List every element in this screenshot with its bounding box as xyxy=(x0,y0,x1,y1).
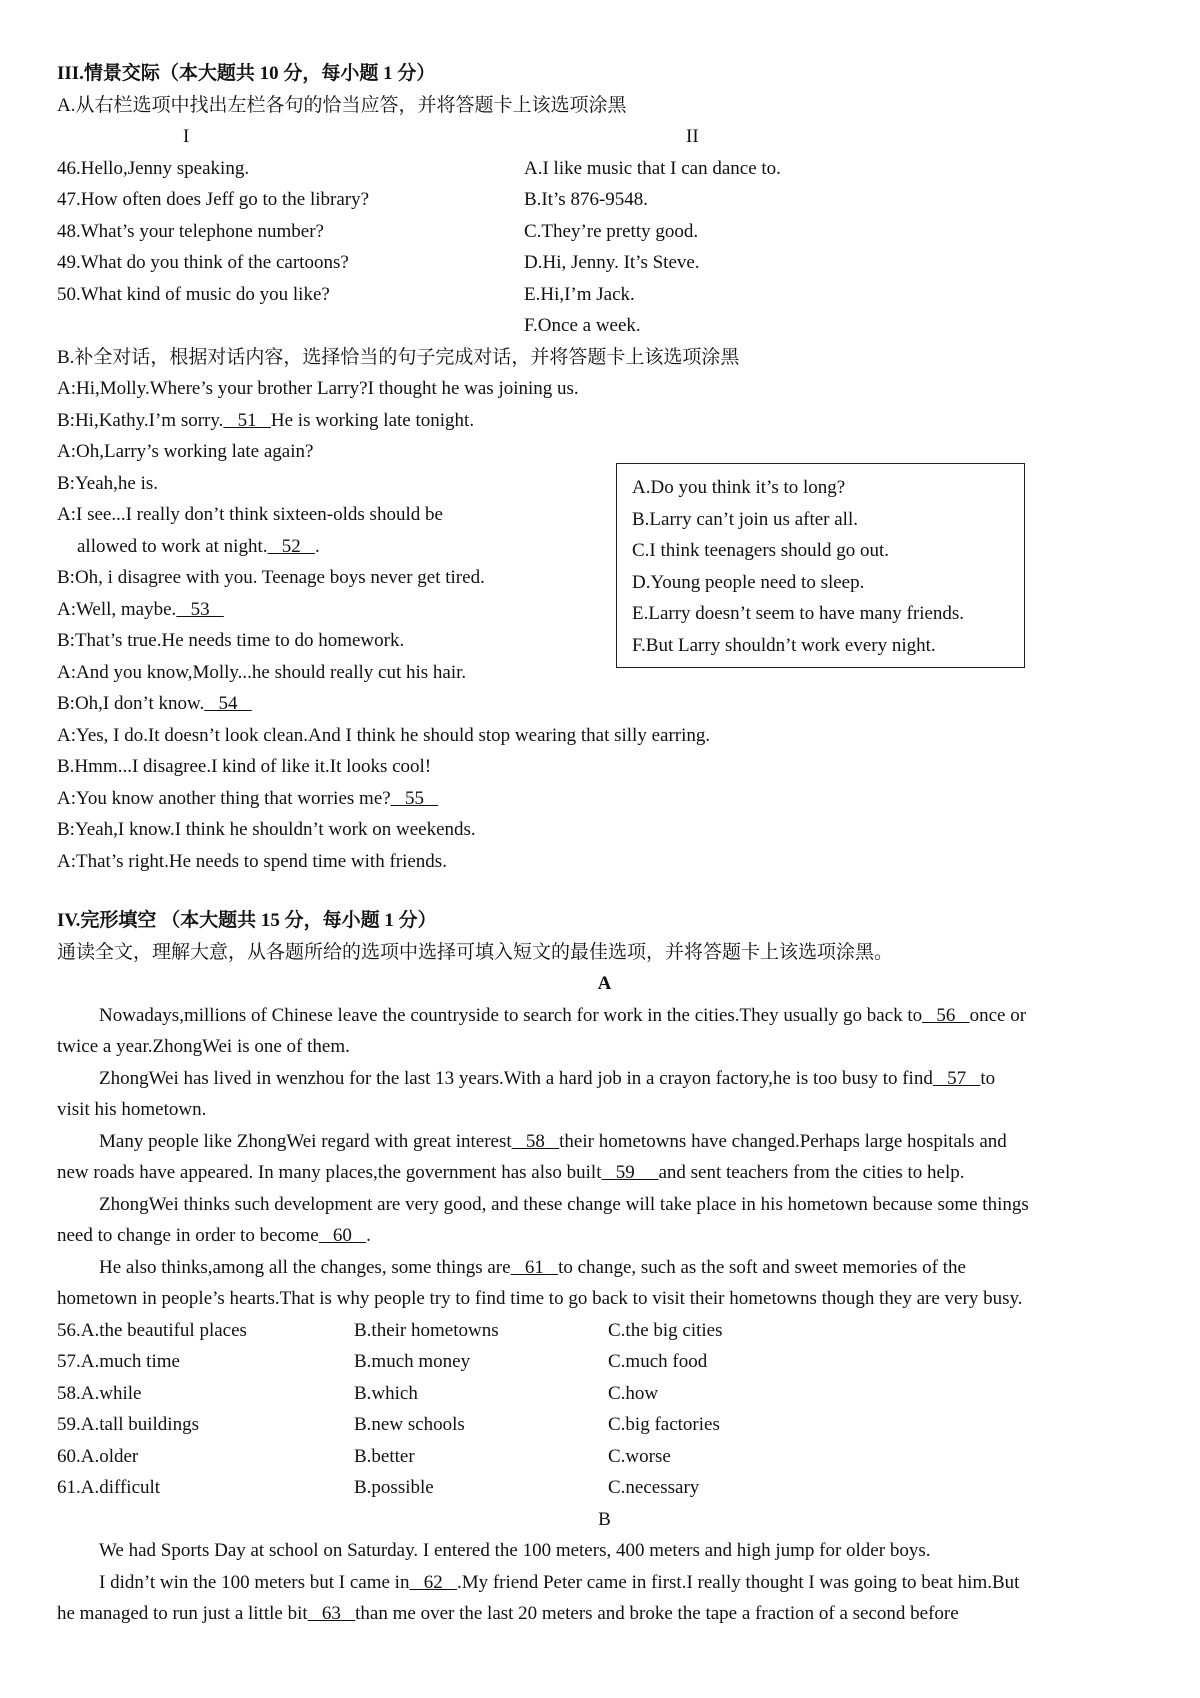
text-run: A:Yes, I do.It doesn’t look clean.And I think he should stop wearing that silly earring. xyxy=(57,724,711,746)
text-run: B:Oh, i disagree with you. Teenage boys never get tired. xyxy=(57,567,485,588)
text-run: hometown in people’s hearts.That is why people try to find time to go back to visit their hometowns though they are very busy. xyxy=(57,1288,1023,1309)
passage-a xyxy=(57,1000,1152,1315)
text-run: A:I see...I really don’t think sixteen-olds should be xyxy=(57,504,443,525)
answer-blank: 58 xyxy=(511,1130,560,1152)
choice-option: C.big factories xyxy=(608,1414,720,1435)
dialog-line xyxy=(57,783,1152,815)
passage-a-paragraph-cont xyxy=(57,1031,1152,1063)
text-run: B:That’s true.He needs time to do homework. xyxy=(57,630,405,651)
text-run: B:Hi,Kathy.I’m sorry. xyxy=(57,409,224,431)
choice-option: C.much food xyxy=(608,1351,708,1372)
dialog-option: A.Do you think it’s to long? xyxy=(632,477,846,498)
text-run: A:Oh,Larry’s working late again? xyxy=(57,441,314,462)
choice-option: 59.A.tall buildings xyxy=(57,1414,199,1435)
passage-a-choices xyxy=(57,1315,1152,1504)
exam-page xyxy=(57,58,1152,1630)
choice-option: B.much money xyxy=(354,1351,471,1372)
dialog-line xyxy=(57,814,1152,846)
text-run: to xyxy=(980,1067,996,1089)
answer-blank: 57 xyxy=(932,1067,981,1089)
text-run: B.Hmm...I disagree.I kind of like it.It looks cool! xyxy=(57,756,432,777)
text-run: . xyxy=(366,1225,371,1246)
text-run: B:Yeah,I know.I think he shouldn’t work on weekends. xyxy=(57,819,476,840)
choice-option: C.necessary xyxy=(608,1477,700,1498)
text-run: B:Yeah,he is. xyxy=(57,472,158,494)
text-run: A:Well, maybe. xyxy=(57,598,177,620)
matching-answer: B.It’s 876-9548. xyxy=(524,189,649,210)
choice-option: B.which xyxy=(354,1382,418,1404)
matching-answer: E.Hi,I’m Jack. xyxy=(524,283,635,305)
matching-question: 47.How often does Jeff go to the library? xyxy=(57,189,370,210)
passage-b-heading: B xyxy=(598,1508,611,1530)
choice-option: B.possible xyxy=(354,1477,434,1498)
matching-answer: A.I like music that I can dance to. xyxy=(524,157,781,179)
passage-a-paragraph-cont xyxy=(57,1283,1152,1315)
passage-a-paragraph xyxy=(57,1189,1152,1221)
answer-blank: 60 xyxy=(318,1225,367,1246)
choice-option: 57.A.much time xyxy=(57,1351,180,1372)
passage-a-paragraph xyxy=(57,1252,1152,1284)
partB-instruction: B.补全对话，根据对话内容，选择恰当的句子完成对话，并将答题卡上该选项涂黑 xyxy=(57,346,740,368)
text-run: ZhongWei thinks such development are very good, and these change will take place in his hometown because some things xyxy=(99,1193,1029,1215)
text-run: He also thinks,among all the changes, some things are xyxy=(99,1256,511,1278)
passage-a-paragraph xyxy=(57,1063,1152,1095)
text-run: ZhongWei has lived in wenzhou for the last 13 years.With a hard job in a crayon factory,he is too busy to find xyxy=(99,1067,933,1089)
partA-instruction: A.从右栏选项中找出左栏各句的恰当应答，并将答题卡上该选项涂黑 xyxy=(57,94,627,116)
answer-blank: 51 xyxy=(223,409,271,431)
text-run: A:You know another thing that worries me? xyxy=(57,787,391,809)
section4-title: IV.完形填空 （本大题共 15 分，每小题 1 分） xyxy=(57,910,437,931)
passage-b-paragraph xyxy=(57,1567,1152,1599)
answer-blank: 53 xyxy=(176,598,224,620)
dialog-option: B.Larry can’t join us after all. xyxy=(632,508,858,530)
section4-instruction: 通读全文，理解大意，从各题所给的选项中选择可填入短文的最佳选项，并将答题卡上该选项涂黑。 xyxy=(57,941,894,963)
blank-63: 63 xyxy=(307,1603,356,1624)
passage-a-paragraph xyxy=(57,1000,1152,1032)
passage-a-paragraph-cont xyxy=(57,1094,1152,1126)
matching-table xyxy=(57,121,1152,342)
text-run: B:Oh,I don’t know. xyxy=(57,693,205,714)
matching-left-column xyxy=(57,121,524,342)
answer-blank: 61 xyxy=(510,1256,559,1278)
dialog-option: D.Young people need to sleep. xyxy=(632,571,865,593)
dialog-option: E.Larry doesn’t seem to have many friends. xyxy=(632,603,965,624)
choice-option: 61.A.difficult xyxy=(57,1477,161,1498)
text-run: twice a year.ZhongWei is one of them. xyxy=(57,1036,350,1057)
matching-question: 50.What kind of music do you like? xyxy=(57,283,330,305)
matching-answer: C.They’re pretty good. xyxy=(524,220,699,242)
passage-a-paragraph xyxy=(57,1126,1152,1158)
answer-blank: 55 xyxy=(390,787,439,809)
choice-option: B.their hometowns xyxy=(354,1319,499,1341)
dialog-line xyxy=(57,373,1152,405)
text-run: their hometowns have changed.Perhaps large hospitals and xyxy=(559,1130,1007,1152)
dialog-line xyxy=(57,405,1152,437)
section3-title: III.情景交际（本大题共 10 分，每小题 1 分） xyxy=(57,63,436,84)
choice-option: 58.A.while xyxy=(57,1382,142,1404)
dialog-option: F.But Larry shouldn’t work every night. xyxy=(632,634,936,656)
column-header-i: I xyxy=(183,126,190,147)
text-run: visit his hometown. xyxy=(57,1099,207,1120)
dialog-option: C.I think teenagers should go out. xyxy=(632,540,889,561)
choice-option: 56.A.the beautiful places xyxy=(57,1319,247,1341)
choice-option: B.new schools xyxy=(354,1414,465,1435)
answer-blank: 54 xyxy=(204,693,252,714)
matching-answer: F.Once a week. xyxy=(524,315,641,336)
passage-a-paragraph-cont xyxy=(57,1157,1152,1189)
dialog-line xyxy=(57,846,1152,878)
choice-option: C.worse xyxy=(608,1445,671,1467)
passage-b-paragraph-cont xyxy=(57,1598,1152,1630)
blank-62: 62 xyxy=(409,1571,457,1593)
text-run: I didn’t win the 100 meters but I came in xyxy=(99,1571,410,1593)
text-run: to change, such as the soft and sweet memories of the xyxy=(558,1256,966,1278)
matching-question: 46.Hello,Jenny speaking. xyxy=(57,157,250,179)
answer-blank: 52 xyxy=(267,535,315,557)
dialog-line xyxy=(57,688,1152,720)
choice-option: C.the big cities xyxy=(608,1319,723,1341)
choice-option: C.how xyxy=(608,1382,659,1404)
text-run: allowed to work at night. xyxy=(77,535,268,557)
passage-b-paragraph: We had Sports Day at school on Saturday. I entered the 100 meters, 400 meters and high jump for older boys. xyxy=(99,1540,931,1561)
text-run: than me over the last 20 meters and broke the tape a fraction of a second before xyxy=(355,1603,959,1624)
passage-a-paragraph-cont xyxy=(57,1220,1152,1252)
answer-blank: 59 xyxy=(601,1162,659,1183)
matching-question: 48.What’s your telephone number? xyxy=(57,220,324,242)
matching-right-column xyxy=(524,121,1152,342)
passage-a-heading: A xyxy=(597,973,612,994)
text-run: Nowadays,millions of Chinese leave the countryside to search for work in the cities.They usually go back to xyxy=(99,1004,923,1026)
text-run: A:That’s right.He needs to spend time with friends. xyxy=(57,850,447,872)
text-run: once or xyxy=(969,1004,1027,1026)
text-run: A:And you know,Molly...he should really cut his hair. xyxy=(57,661,467,683)
text-run: new roads have appeared. In many places,the government has also built xyxy=(57,1162,602,1183)
text-run: He is working late tonight. xyxy=(270,409,475,431)
matching-answer: D.Hi, Jenny. It’s Steve. xyxy=(524,252,700,273)
text-run: need to change in order to become xyxy=(57,1225,319,1246)
text-run: Many people like ZhongWei regard with great interest xyxy=(99,1130,512,1152)
text-run: he managed to run just a little bit xyxy=(57,1603,308,1624)
dialog-line xyxy=(57,720,1152,752)
text-run: and sent teachers from the cities to help. xyxy=(658,1162,965,1183)
dialog-line xyxy=(57,751,1152,783)
answer-blank: 56 xyxy=(922,1004,970,1026)
column-header-ii: II xyxy=(686,126,699,147)
dialog xyxy=(57,373,1152,877)
dialog-options-box xyxy=(616,463,1025,668)
text-run: . xyxy=(315,535,320,557)
text-run: A:Hi,Molly.Where’s your brother Larry?I thought he was joining us. xyxy=(57,378,579,399)
matching-question: 49.What do you think of the cartoons? xyxy=(57,252,349,273)
text-run: .My friend Peter came in first.I really thought I was going to beat him.But xyxy=(456,1571,1020,1593)
choice-option: B.better xyxy=(354,1445,415,1467)
choice-option: 60.A.older xyxy=(57,1445,139,1467)
